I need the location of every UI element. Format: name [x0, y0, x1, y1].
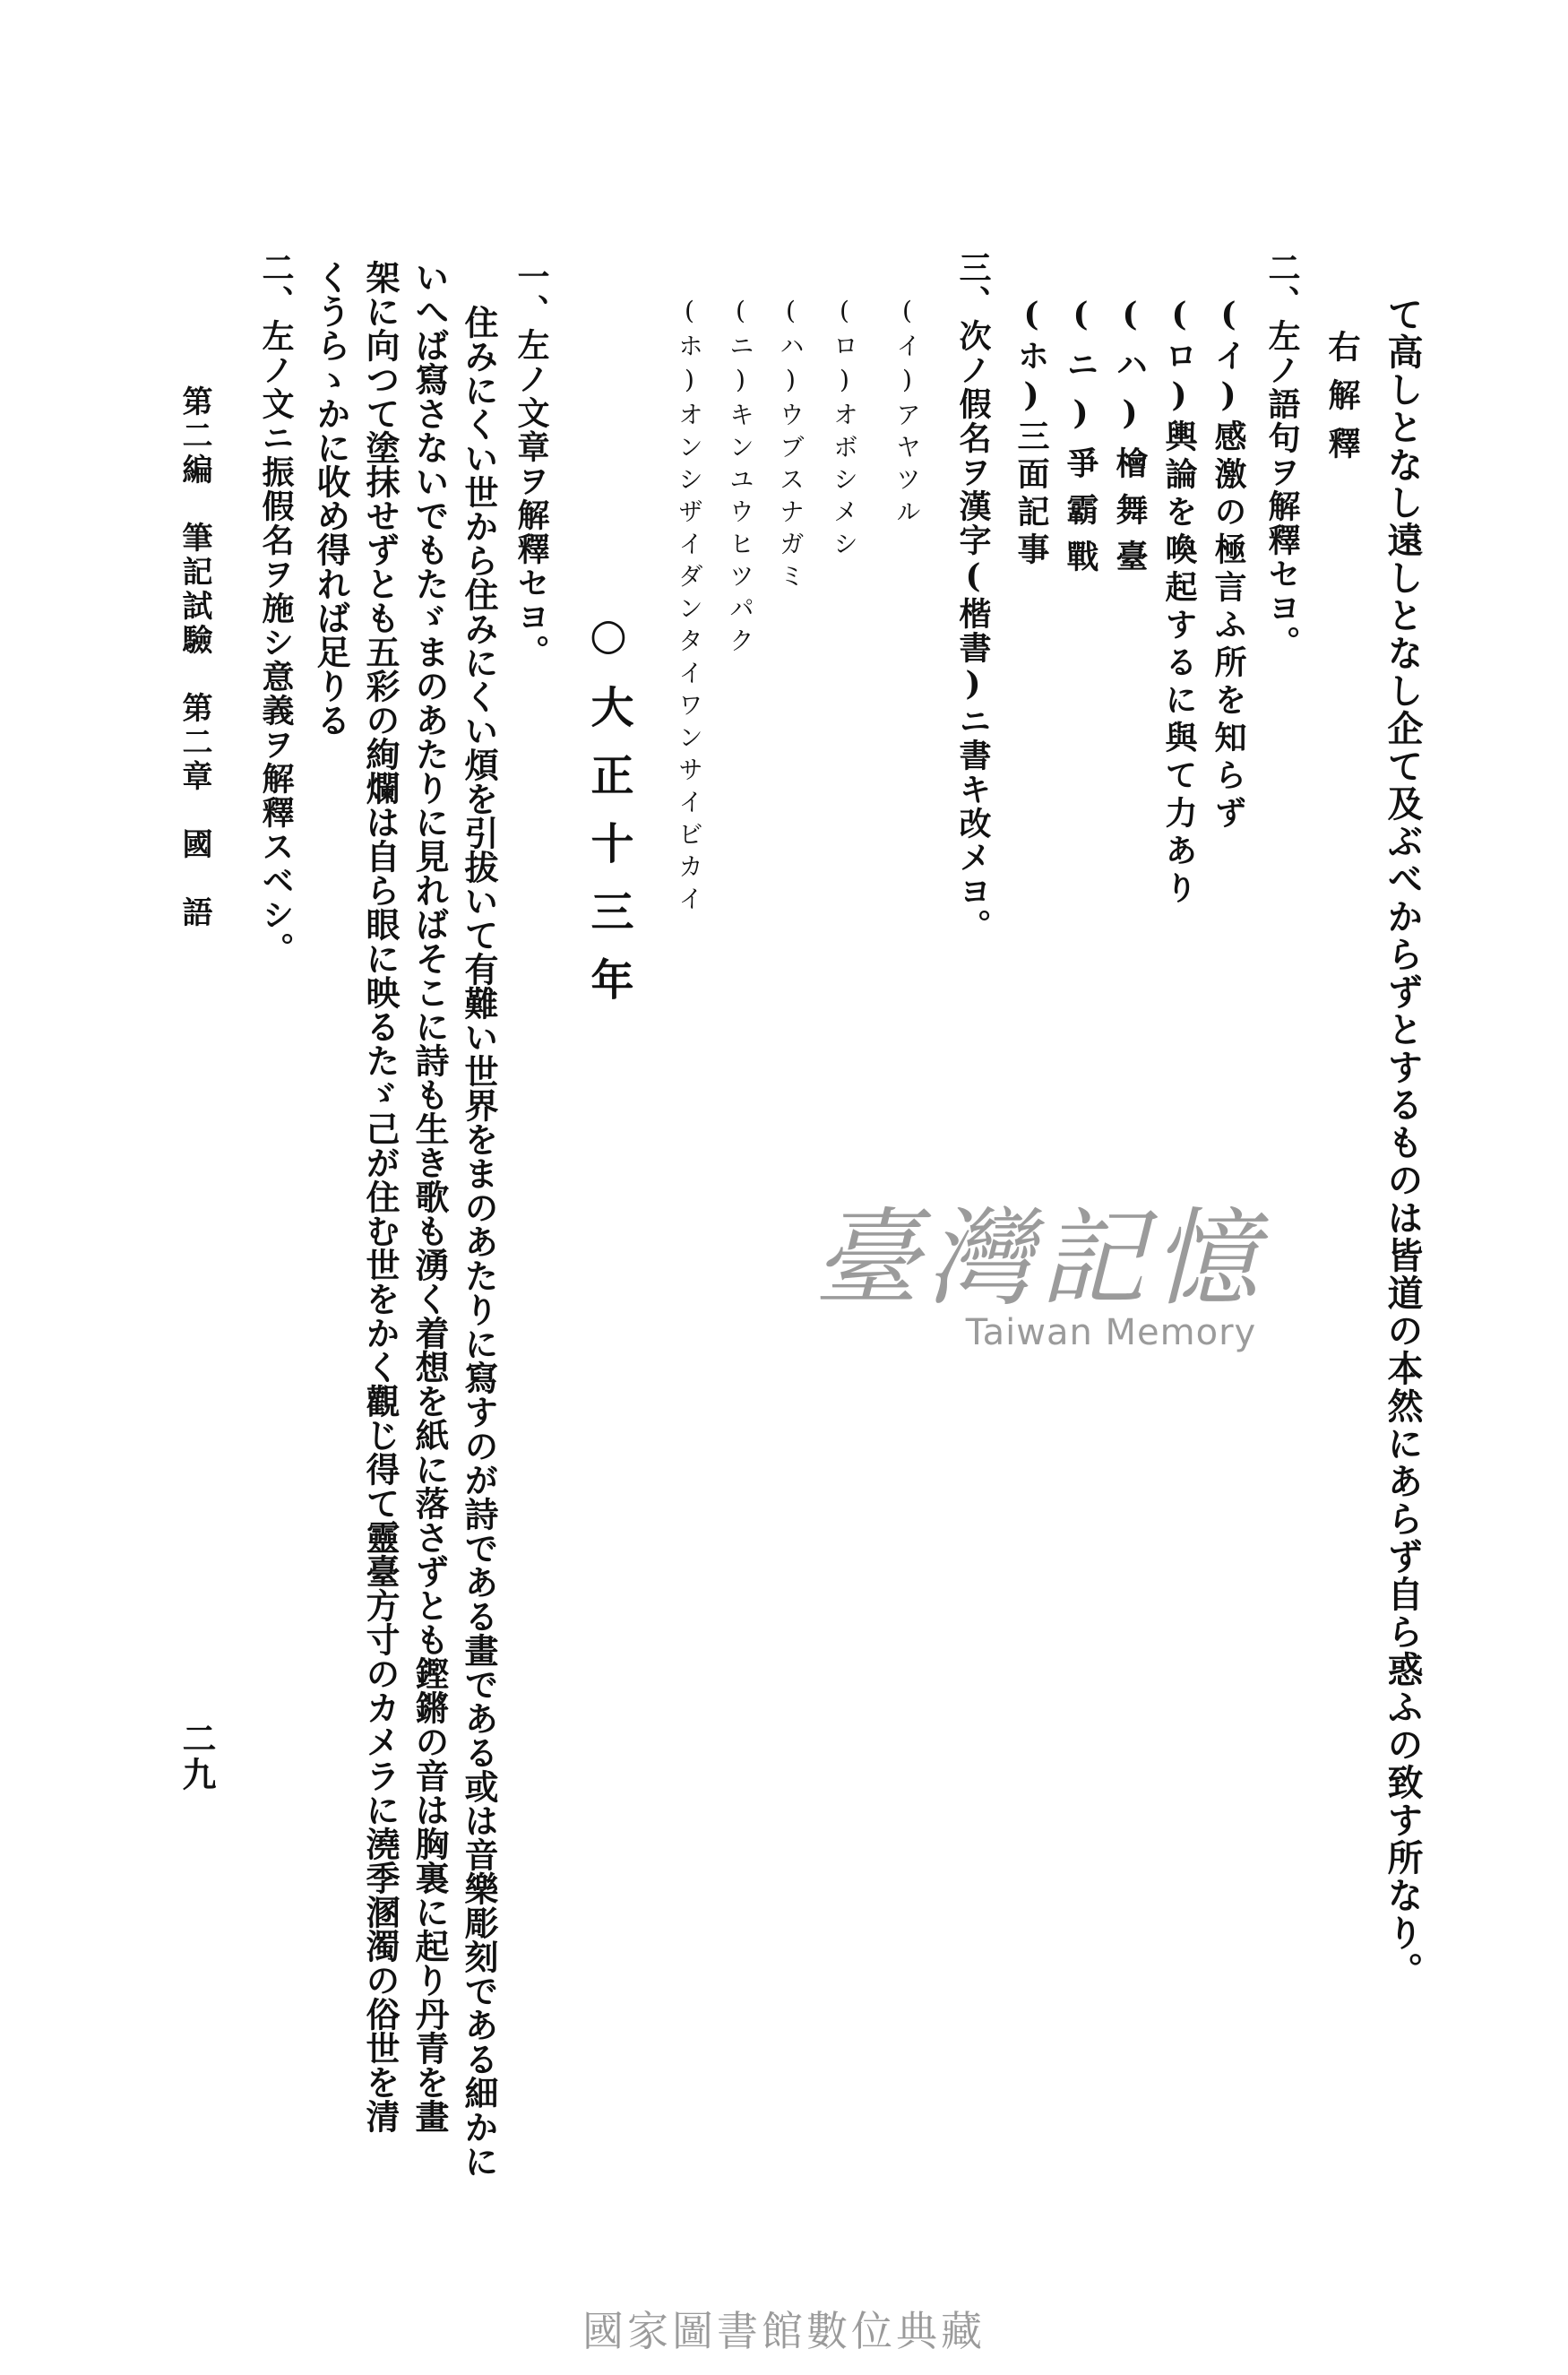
- passage-line-1: 住みにくい世から住みにくい煩を引拔いて有難い世界をまのあたりに寫すのが詩である畫である或は音樂彫刻である細かに: [459, 305, 499, 2178]
- question-3-heading: 三、次ノ假名ヲ漢字(楷書)ニ書キ改メヨ。: [954, 251, 992, 943]
- question-3-item-ho: (ホ)オンシザイダンタイワンサイビカイ: [675, 296, 704, 918]
- taiwan-memory-watermark: [788, 1196, 1290, 1398]
- passage-line-2: いへば寫さないでもたゞまのあたりに見ればそこに詩も生き歌も湧く着想を紙に落さずとも鏗鏘の音は胸裏に起り丹青を畫: [409, 260, 450, 2133]
- page-number: 二九: [177, 1721, 217, 1792]
- question-2-item-ro: (ロ)輿論を喚起するに與て力あり: [1160, 296, 1198, 909]
- text-line-2: 右解釋: [1323, 330, 1361, 475]
- question-3-item-ha: (ハ)ウブスナガミ: [776, 296, 806, 595]
- footer-archive-label: 國家圖書館數位典藏: [582, 2307, 986, 2355]
- question-1-heading: 一、左ノ文章ヲ解釋セヨ。: [513, 260, 550, 669]
- passage-line-4: くうらゝかに收め得れば足りる: [311, 260, 351, 737]
- question-2-item-ho: (ホ)三面記事: [1012, 296, 1050, 570]
- question-3-item-ni: (ニ)キンユウヒツパク: [726, 296, 755, 660]
- text-line-1: て高しとなし遠しとなし企て及ぶべからずとするものは皆道の本然にあらず自ら惑ふの致す所なり。: [1382, 296, 1424, 1990]
- year-heading: ○大正十三年: [583, 609, 633, 1025]
- question-2b-heading: 二、左ノ文ニ振假名ヲ施シ意義ヲ解釋スベシ。: [257, 251, 295, 966]
- question-2-item-ha: (ハ)檜舞臺: [1111, 296, 1149, 586]
- watermark-cjk: 臺灣記憶: [813, 1196, 1265, 1320]
- question-3-item-i: (イ)アヤツル: [892, 296, 922, 531]
- passage-line-3: 架に向つて塗抹せずとも五彩の絢爛は自ら眼に映るたゞ己が住む世をかく觀じ得て靈臺方寸のカメラに澆季溷濁の俗世を清: [360, 260, 401, 2133]
- watermark-en: Taiwan Memory: [965, 1311, 1257, 1353]
- question-3-item-ro: (ロ)オボシメシ: [830, 296, 859, 563]
- running-header: 第二編 筆記試驗 第二章 國 語: [177, 385, 212, 930]
- question-2-heading: 二、左ノ語句ヲ解釋セヨ。: [1263, 251, 1301, 660]
- question-2-item-ni: (ニ)爭霸戰: [1062, 296, 1099, 586]
- question-2-item-i: (イ)感激の極言ふ所を知らず: [1210, 296, 1247, 833]
